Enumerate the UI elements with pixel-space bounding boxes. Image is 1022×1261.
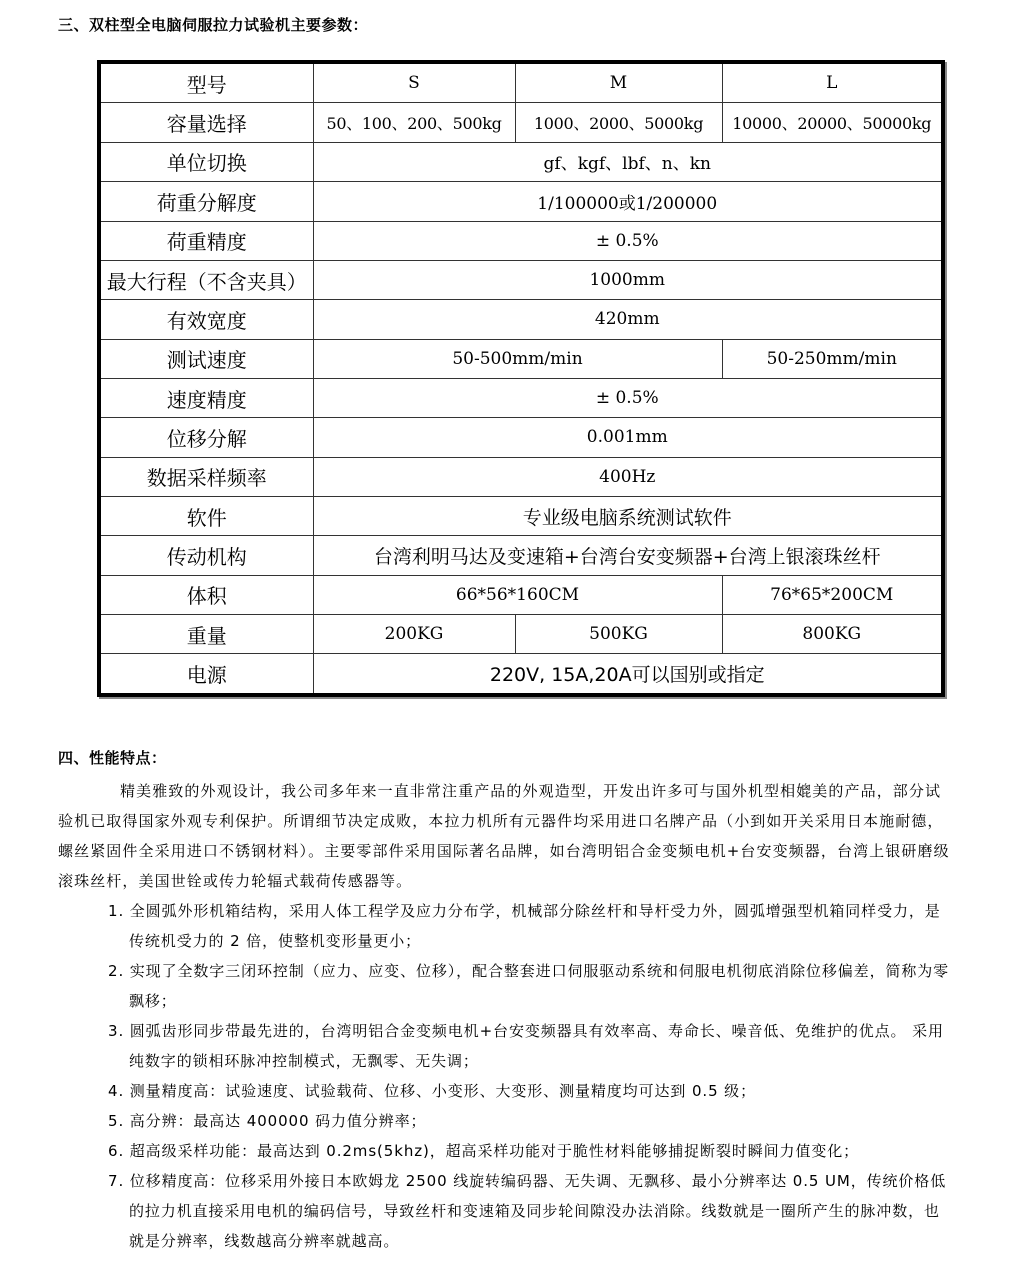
table-row-load-resolution: [99, 182, 943, 221]
list-item: 7. 位移精度高：位移采用外接日本欧姆龙 2500 线旋转编码器、无失调、无飘移、最小分辨率达 0.5 UM，传统价格低的拉力机直接采用电机的编码信号，导致丝杆和变速箱及同步轮间隙没办法消除。线数就是一圈所产生的脉冲数，也就是分辨率，线数越高分辨率就越高。: [108, 1172, 947, 1250]
list-item: 2. 实现了全数字三闭环控制（应力、应变、位移），配合整套进口伺服驱动系统和伺服电机彻底消除位移偏差，简称为零飘移；: [108, 962, 950, 1010]
load-accuracy-value: ± 0.5%: [313, 221, 943, 260]
table-row-sampling-rate: [99, 457, 943, 496]
load-resolution-label: 荷重分解度: [99, 182, 313, 221]
weight-m: 500KG: [515, 615, 722, 654]
weight-label: 重量: [99, 615, 313, 654]
spec-table: [97, 60, 945, 697]
intro-paragraph: 精美雅致的外观设计，我公司多年来一直非常注重产品的外观造型，开发出许多可与国外机型相媲美的产品，部分试验机已取得国家外观专利保护。所谓细节决定成败，本拉力机所有元器件均采用进口名牌产品（小到如开关采用日本施耐德，螺丝紧固件全采用进口不锈钢材料）。主要零部件采用国际著名品牌，如台湾明铝合金变频电机+台安变频器，台湾上银研磨级滚珠丝杆，美国世铨或传力轮辐式载荷传感器等。: [58, 782, 950, 890]
max-stroke-value: 1000mm: [313, 260, 943, 299]
speed-accuracy-value: ± 0.5%: [313, 378, 943, 417]
table-row-capacity: [99, 103, 943, 142]
table-row-effective-width: [99, 300, 943, 339]
table-row-power: [99, 654, 943, 695]
table-row-displacement-resolution: [99, 418, 943, 457]
speed-accuracy-label: 速度精度: [99, 378, 313, 417]
capacity-m: 1000、2000、5000kg: [515, 103, 722, 142]
list-item: 1. 全圆弧外形机箱结构，采用人体工程学及应力分布学，机械部分除丝杆和导杆受力外，圆弧增强型机箱同样受力，是传统机受力的 2 倍，使整机变形量更小；: [108, 902, 941, 950]
power-value: 220V, 15A,20A可以国别或指定: [313, 654, 943, 695]
table-row-weight: [99, 615, 943, 654]
test-speed-sm: 50-500mm/min: [313, 339, 722, 378]
sampling-rate-label: 数据采样频率: [99, 457, 313, 496]
software-value: 专业级电脑系统测试软件: [313, 497, 943, 536]
unit-label: 单位切换: [99, 142, 313, 181]
section4-title: 四、性能特点：: [58, 749, 167, 767]
model-label: 型号: [99, 62, 313, 103]
volume-l: 76*65*200CM: [722, 575, 943, 614]
test-speed-label: 测试速度: [99, 339, 313, 378]
sampling-rate-value: 400Hz: [313, 457, 943, 496]
model-m: M: [515, 62, 722, 103]
table-row-test-speed: [99, 339, 943, 378]
unit-value: gf、kgf、lbf、n、kn: [313, 142, 943, 181]
section3-title: 三、双柱型全电脑伺服拉力试验机主要参数：: [58, 16, 369, 34]
test-speed-l: 50-250mm/min: [722, 339, 943, 378]
table-row-volume: [99, 575, 943, 614]
table-row-load-accuracy: [99, 221, 943, 260]
list-item: 6. 超高级采样功能：最高达到 0.2ms(5khz)，超高采样功能对于脆性材料能够捕捉断裂时瞬间力值变化；: [108, 1142, 860, 1160]
volume-label: 体积: [99, 575, 313, 614]
table-row-speed-accuracy: [99, 378, 943, 417]
effective-width-label: 有效宽度: [99, 300, 313, 339]
volume-sm: 66*56*160CM: [313, 575, 722, 614]
table-row-unit: [99, 142, 943, 181]
list-item: 3. 圆弧齿形同步带最先进的，台湾明铝合金变频电机+台安变频器具有效率高、寿命长、噪音低、免维护的优点。 采用纯数字的锁相环脉冲控制模式，无飘零、无失调；: [108, 1022, 944, 1070]
table-row-model: [99, 62, 943, 103]
weight-l: 800KG: [722, 615, 943, 654]
feature-list: [108, 896, 953, 1256]
model-s: S: [313, 62, 515, 103]
drive-value: 台湾利明马达及变速箱+台湾台安变频器+台湾上银滚珠丝杆: [313, 536, 943, 575]
drive-label: 传动机构: [99, 536, 313, 575]
max-stroke-label: 最大行程（不含夹具）: [99, 260, 313, 299]
effective-width-value: 420mm: [313, 300, 943, 339]
table-row-max-stroke: [99, 260, 943, 299]
weight-s: 200KG: [313, 615, 515, 654]
capacity-l: 10000、20000、50000kg: [722, 103, 943, 142]
list-item: 4. 测量精度高：试验速度、试验载荷、位移、小变形、大变形、测量精度均可达到 0.5 级；: [108, 1082, 756, 1100]
table-row-drive: [99, 536, 943, 575]
displacement-resolution-value: 0.001mm: [313, 418, 943, 457]
list-item: 5. 高分辨：最高达 400000 码力值分辨率；: [108, 1112, 427, 1130]
software-label: 软件: [99, 497, 313, 536]
load-resolution-value: 1/100000或1/200000: [313, 182, 943, 221]
model-l: L: [722, 62, 943, 103]
table-row-software: [99, 497, 943, 536]
power-label: 电源: [99, 654, 313, 695]
displacement-resolution-label: 位移分解: [99, 418, 313, 457]
capacity-label: 容量选择: [99, 103, 313, 142]
load-accuracy-label: 荷重精度: [99, 221, 313, 260]
capacity-s: 50、100、200、500kg: [313, 103, 515, 142]
